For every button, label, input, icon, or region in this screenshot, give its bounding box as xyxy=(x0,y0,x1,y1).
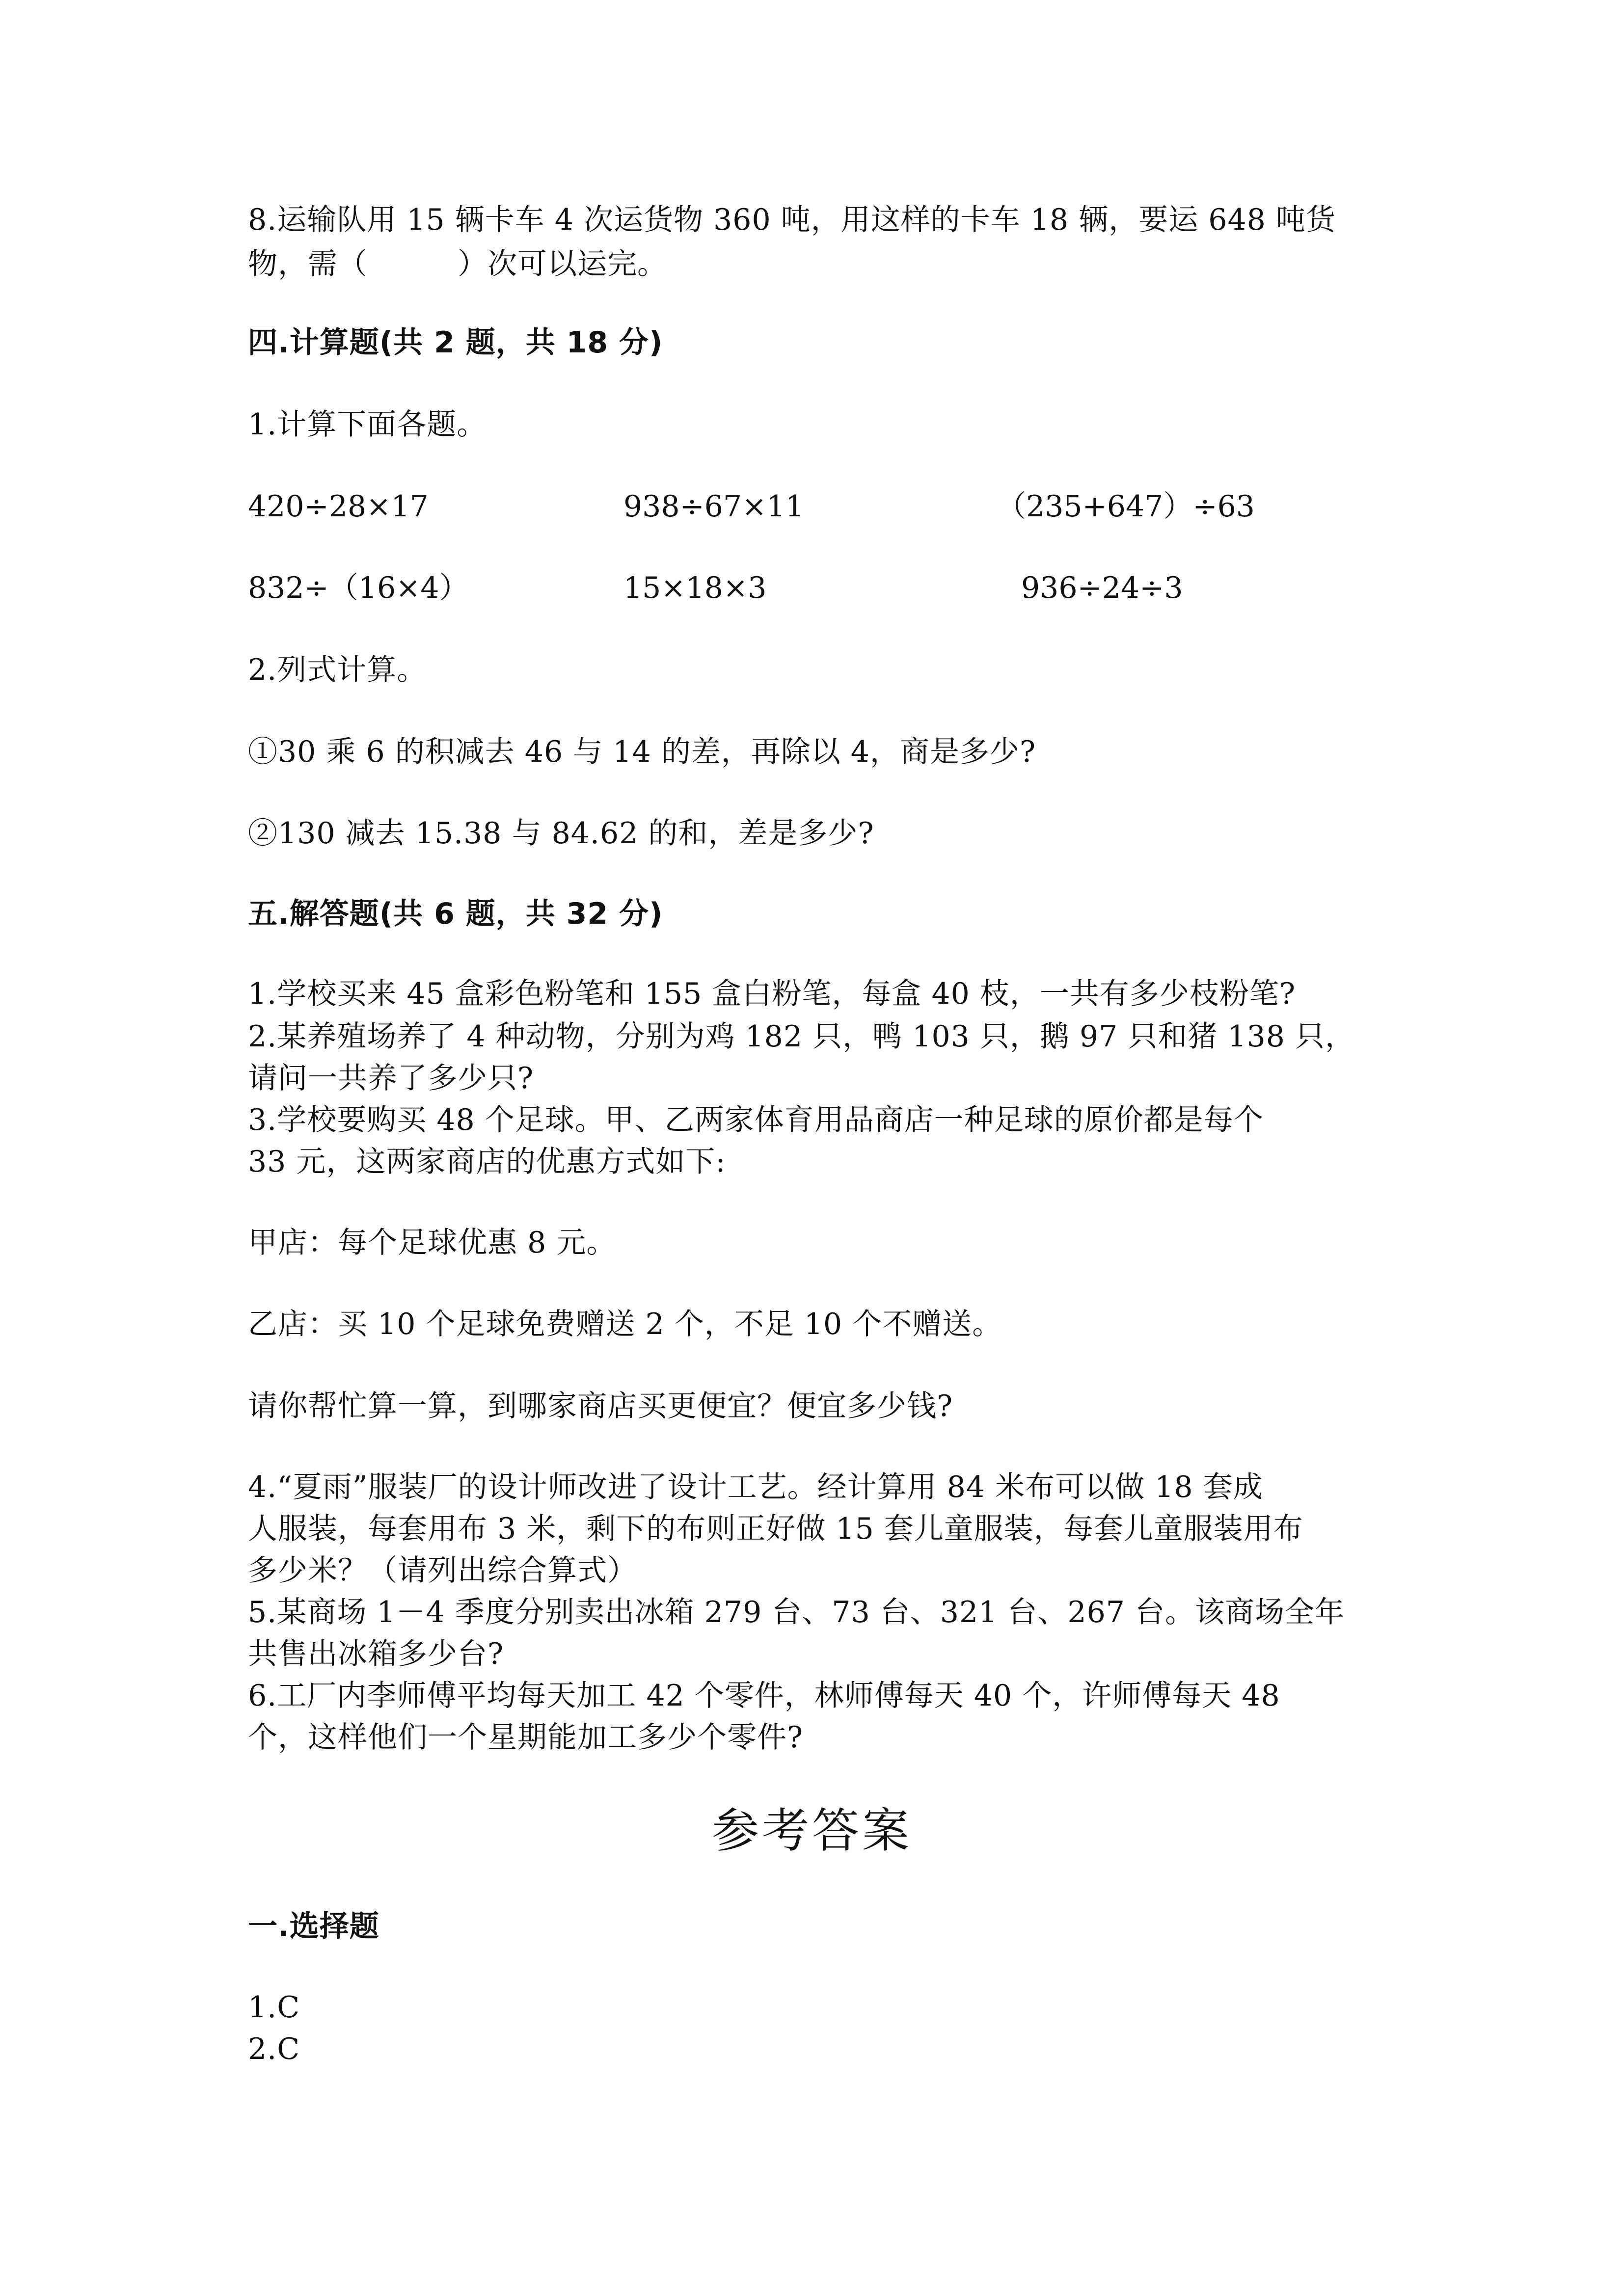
section-5-q3-shop-a: 甲店：每个足球优惠 8 元。 xyxy=(248,1226,617,1260)
section-5-q3-question: 请你帮忙算一算，到哪家商店买更便宜？便宜多少钱? xyxy=(248,1389,953,1423)
answers-section-1-heading: 一.选择题 xyxy=(248,1909,379,1944)
section-5-q5-line-1: 5.某商场 1－4 季度分别卖出冰箱 279 台、73 台、321 台、267 台。该商场全年 xyxy=(248,1595,1345,1629)
section-5-q1: 1.学校买来 45 盒彩色粉笔和 155 盒白粉笔，每盒 40 枝，一共有多少枝粉笔? xyxy=(248,977,1296,1011)
calc-expression: 420÷28×17 xyxy=(248,489,429,524)
section-5-q2-line-2: 请问一共养了多少只? xyxy=(248,1061,534,1095)
section-4-q2-title: 2.列式计算。 xyxy=(248,653,427,687)
section-5-q3-line-2: 33 元，这两家商店的优惠方式如下: xyxy=(248,1145,726,1179)
answer-item: 1.C xyxy=(248,1990,300,2025)
section-4-q2-part-2: ②130 减去 15.38 与 84.62 的和，差是多少? xyxy=(248,816,874,851)
section-5-heading: 五.解答题(共 6 题，共 32 分) xyxy=(248,897,663,931)
section-5-q4-line-3: 多少米？（请列出综合算式） xyxy=(248,1553,637,1588)
calc-expression: （235+647）÷63 xyxy=(997,489,1255,524)
section-5-q5-line-2: 共售出冰箱多少台? xyxy=(248,1637,504,1671)
section-5-q6-line-1: 6.工厂内李师傅平均每天加工 42 个零件，林师傅每天 40 个，许师傅每天 48 xyxy=(248,1679,1280,1713)
calc-expression: 936÷24÷3 xyxy=(1021,571,1183,605)
answers-title: 参考答案 xyxy=(712,1803,912,1858)
section-4-q1-title: 1.计算下面各题。 xyxy=(248,407,487,442)
calc-expression: 832÷（16×4） xyxy=(248,571,469,605)
section-4-heading: 四.计算题(共 2 题，共 18 分) xyxy=(248,325,663,360)
section-4-q2-part-1: ①30 乘 6 的积减去 46 与 14 的差，再除以 4，商是多少? xyxy=(248,735,1036,769)
section-5-q3-shop-b: 乙店：买 10 个足球免费赠送 2 个，不足 10 个不赠送。 xyxy=(248,1307,1002,1341)
section-5-q3-line-1: 3.学校要购买 48 个足球。甲、乙两家体育用品商店一种足球的原价都是每个 xyxy=(248,1103,1264,1137)
answer-item: 2.C xyxy=(248,2032,300,2066)
calc-expression: 938÷67×11 xyxy=(623,489,804,524)
question-8-line-2: 物，需（ ）次可以运完。 xyxy=(248,247,667,281)
section-5-q4-line-1: 4.“夏雨”服装厂的设计师改进了设计工艺。经计算用 84 米布可以做 18 套成 xyxy=(248,1470,1263,1504)
question-8-line-1: 8.运输队用 15 辆卡车 4 次运货物 360 吨，用这样的卡车 18 辆，要运 648 吨货 xyxy=(248,203,1336,237)
section-5-q2-line-1: 2.某养殖场养了 4 种动物，分别为鸡 182 只，鸭 103 只，鹅 97 只和猪 138 只， xyxy=(248,1019,1355,1054)
calc-expression: 15×18×3 xyxy=(623,571,767,605)
section-5-q4-line-2: 人服装，每套用布 3 米，剩下的布则正好做 15 套儿童服装，每套儿童服装用布 xyxy=(248,1512,1303,1546)
section-5-q6-line-2: 个，这样他们一个星期能加工多少个零件? xyxy=(248,1720,804,1755)
